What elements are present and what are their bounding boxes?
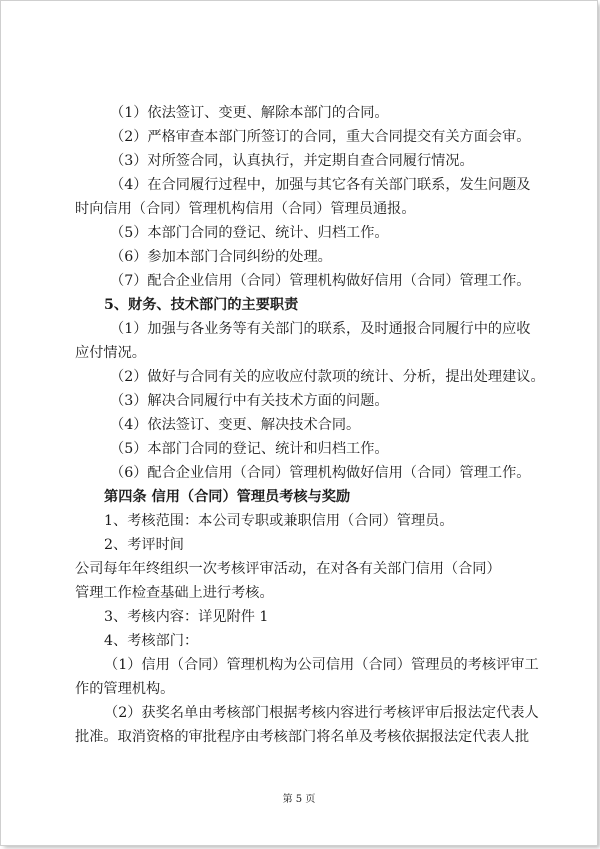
text-line-26: （2）获奖名单由考核部门根据考核内容进行考核评审后报法定代表人 [104,705,539,721]
text-line-21: 管理工作检查基础上进行考核。 [75,585,274,601]
text-line-8: （7）配合企业信用（合同）管理机构做好信用（合同）管理工作。 [110,273,531,289]
article-four-heading: 第四条 信用（合同）管理员考核与奖励 [104,489,351,505]
text-line-22: 3、考核内容：详见附件 1 [104,609,269,625]
text-line-20: 公司每年年终组织一次考核评审活动，在对各有关部门信用（合同） [75,561,501,577]
text-line-10: （1）加强与各业务等有关部门的联系，及时通报合同履行中的应收 [110,321,531,337]
text-line-3: （3）对所签合同，认真执行，并定期自查合同履行情况。 [110,153,474,169]
text-line-14: （4）依法签订、变更、解决技术合同。 [110,417,361,433]
document-page [1,1,597,845]
text-line-15: （5）本部门合同的登记、统计和归档工作。 [110,441,389,457]
text-line-6: （5）本部门合同的登记、统计、归档工作。 [110,225,389,241]
text-line-16: （6）配合企业信用（合同）管理机构做好信用（合同）管理工作。 [110,465,531,481]
text-line-25: 作的管理机构。 [75,681,175,697]
text-line-7: （6）参加本部门合同纠纷的处理。 [110,249,332,265]
text-line-12: （2）做好与合同有关的应收应付款项的统计、分析，提出处理建议。 [110,369,545,385]
text-line-1: （1）依法签订、变更、解除本部门的合同。 [110,105,389,121]
text-line-24: （1）信用（合同）管理机构为公司信用（合同）管理员的考核评审工 [104,657,539,673]
text-line-23: 4、考核部门： [104,633,199,649]
text-line-5: 时向信用（合同）管理机构信用（合同）管理员通报。 [75,201,416,217]
text-line-19: 2、考评时间 [104,537,184,553]
text-line-2: （2）严格审查本部门所签订的合同，重大合同提交有关方面会审。 [110,129,531,145]
text-line-4: （4）在合同履行过程中，加强与其它各有关部门联系，发生问题及 [110,177,531,193]
text-line-13: （3）解决合同履行中有关技术方面的问题。 [110,393,389,409]
section-heading-finance-tech: 5、财务、技术部门的主要职责 [104,297,299,313]
page-number: 第 5 页 [282,794,316,805]
text-line-11: 应付情况。 [75,345,146,361]
text-line-18: 1、考核范围：本公司专职或兼职信用（合同）管理员。 [104,513,454,529]
text-line-27: 批准。取消资格的审批程序由考核部门将名单及考核依据报法定代表人批 [75,729,530,745]
